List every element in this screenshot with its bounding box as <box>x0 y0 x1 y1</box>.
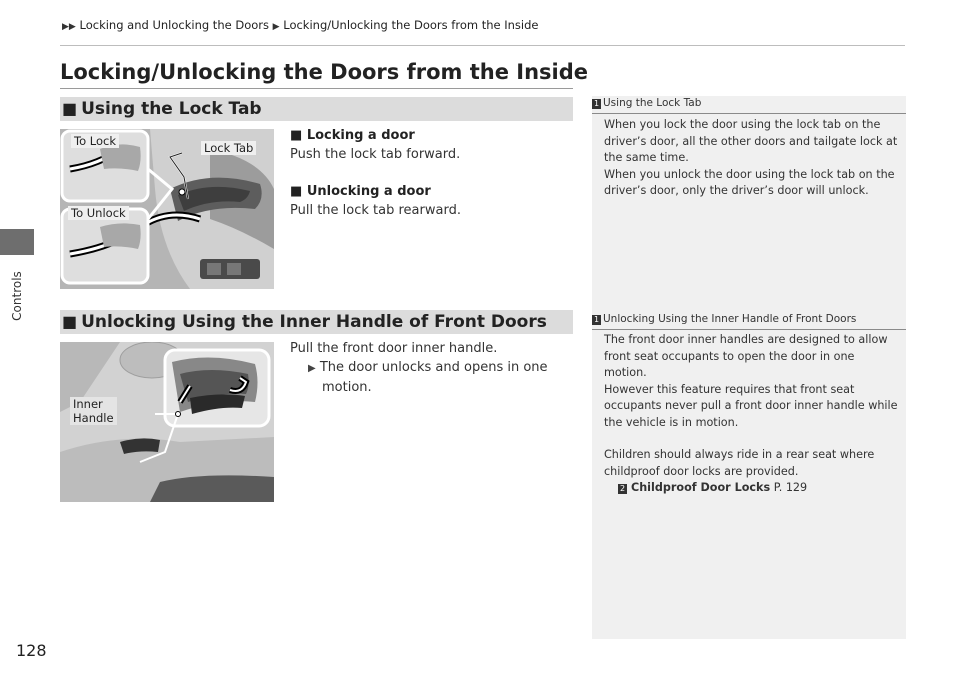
note-line: the same time. <box>604 151 689 164</box>
breadcrumb-arrow-icon: ▶▶ <box>62 22 76 32</box>
result-line-1: The door unlocks and opens in one <box>319 360 548 375</box>
cross-reference-link[interactable] <box>604 480 900 497</box>
inner-handle-instructions <box>290 339 570 397</box>
locking-heading-text: Locking a door <box>306 128 415 143</box>
note-line: Children should always ride in a rear seat where <box>604 448 875 461</box>
section-marker-icon: ■ <box>62 99 78 118</box>
note-heading-inner-handle <box>592 313 856 325</box>
section-marker-icon: ■ <box>62 312 78 331</box>
section-heading-lock-tab <box>60 97 573 121</box>
breadcrumb-separator-icon: ▶ <box>272 22 280 32</box>
note-line: When you lock the door using the lock tab on the <box>604 118 881 131</box>
note-divider <box>592 113 906 114</box>
chapter-tab-label: Controls <box>10 271 24 321</box>
unlocking-heading-text: Unlocking a door <box>306 184 431 199</box>
callout-inner-text: Inner <box>73 397 103 411</box>
note-body-lock-tab <box>604 117 900 200</box>
locking-heading <box>290 126 570 145</box>
page-title: Locking/Unlocking the Doors from the Inside <box>60 60 588 84</box>
note-spacer <box>604 431 900 447</box>
inner-handle-text: Pull the front door inner handle. <box>290 341 498 356</box>
callout-inner-handle <box>70 397 117 425</box>
note-line: the vehicle is in motion. <box>604 415 739 429</box>
callout-lock-tab: Lock Tab <box>201 141 256 155</box>
note-line: childproof door locks are provided. <box>604 464 799 478</box>
note-heading-text: Unlocking Using the Inner Handle of Front Doors <box>603 313 857 325</box>
note-badge-icon: 1 <box>593 315 600 324</box>
page-number: 128 <box>16 641 47 660</box>
callout-to-lock: To Lock <box>71 134 119 148</box>
breadcrumb-level2[interactable]: Locking/Unlocking the Doors from the Inside <box>283 18 539 32</box>
inner-handle-result <box>290 358 570 378</box>
locking-text: Push the lock tab forward. <box>290 147 461 162</box>
result-arrow-icon: ▶ <box>308 363 316 374</box>
note-line: However this feature requires that front seat <box>604 382 855 396</box>
chapter-tab-marker <box>0 229 34 255</box>
unlocking-text: Pull the lock tab rearward. <box>290 203 461 218</box>
title-divider <box>60 88 573 89</box>
section-heading-text: Unlocking Using the Inner Handle of Front Doors <box>81 312 547 332</box>
subsection-marker-icon: ■ <box>290 128 303 143</box>
note-line: The front door inner handles are designed to allow <box>604 333 888 346</box>
note-line: When you unlock the door using the lock tab on the <box>604 167 895 181</box>
reference-page: P. 129 <box>773 481 808 494</box>
reference-arrow-icon: 2 <box>619 484 626 493</box>
header-divider <box>60 45 905 46</box>
callout-handle-text: Handle <box>73 411 114 425</box>
section-heading-inner-handle <box>60 310 573 334</box>
note-line: front seat occupants to open the door in one motion. <box>604 349 855 379</box>
note-line: driver’s door, all the other doors and tailgate lock at <box>604 134 898 148</box>
lock-tab-instructions <box>290 126 570 220</box>
note-body-inner-handle <box>604 332 900 497</box>
result-line-2: motion. <box>322 380 372 395</box>
note-badge-icon: 1 <box>593 99 600 108</box>
unlocking-heading <box>290 182 570 201</box>
breadcrumb <box>62 18 539 32</box>
note-line: occupants never pull a front door inner handle while <box>604 399 898 412</box>
section-heading-text: Using the Lock Tab <box>81 99 262 119</box>
reference-title: Childproof Door Locks <box>631 481 771 494</box>
note-divider <box>592 329 906 330</box>
breadcrumb-level1[interactable]: Locking and Unlocking the Doors <box>79 18 269 32</box>
note-heading-lock-tab <box>592 97 701 109</box>
note-line: driver’s door, only the driver’s door will unlock. <box>604 184 869 197</box>
note-heading-text: Using the Lock Tab <box>603 97 702 109</box>
chapter-tab[interactable] <box>8 266 26 326</box>
subsection-marker-icon: ■ <box>290 184 303 199</box>
callout-to-unlock: To Unlock <box>68 206 129 220</box>
